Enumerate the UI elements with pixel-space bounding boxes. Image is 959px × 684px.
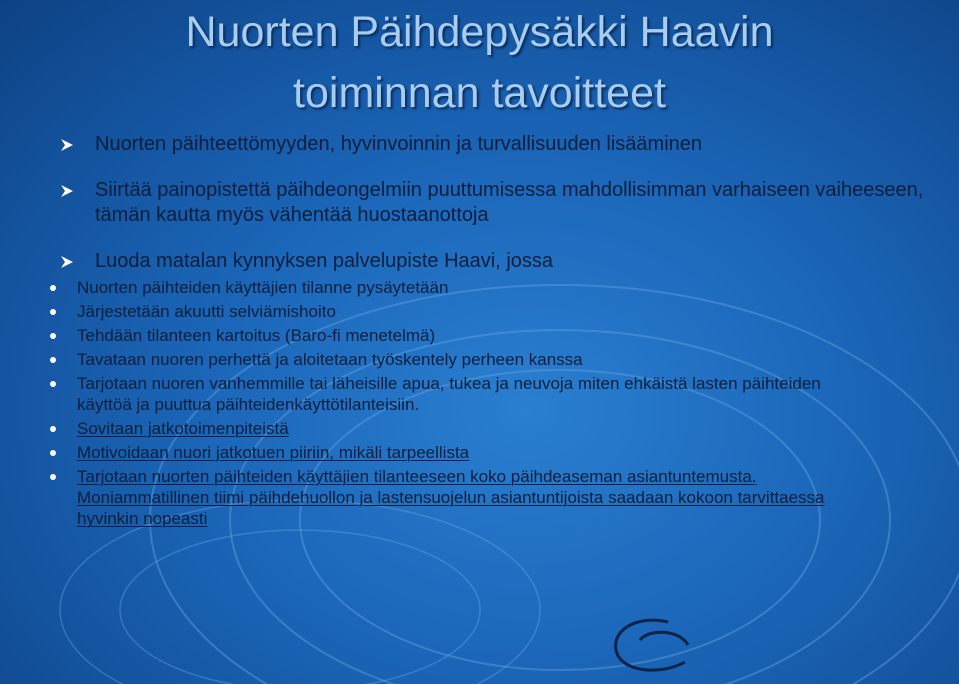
subitem-5 — [0, 373, 837, 415]
title-line-1: Nuorten Päihdepysäkki Haavin — [185, 8, 774, 56]
dot-bullet-icon — [50, 450, 56, 456]
bullet-text: Luoda matalan kynnyksen palvelupiste Haavi, jossa — [95, 250, 554, 272]
dot-bullet-icon — [50, 309, 56, 315]
bullet-1 — [58, 132, 938, 157]
subitem-1 — [0, 277, 880, 298]
dot-bullet-icon — [50, 333, 56, 339]
subitem-2 — [0, 301, 880, 322]
subitem-6 — [0, 418, 880, 439]
bullet-2 — [58, 178, 938, 228]
dot-bullet-icon — [50, 357, 56, 363]
bullet-text: Nuorten päihteettömyyden, hyvinvoinnin ja turvallisuuden lisääminen — [95, 133, 703, 155]
dot-bullet-icon — [50, 426, 56, 432]
dot-bullet-icon — [50, 381, 56, 387]
subitem-text: Nuorten päihteiden käyttäjien tilanne pysäytetään — [77, 278, 449, 297]
subitem-text: Sovitaan jatkotoimenpiteistä — [77, 419, 289, 438]
slide-title — [0, 2, 959, 124]
arrowhead-bullet-icon — [60, 184, 74, 198]
subitem-7 — [0, 442, 880, 463]
title-line-2: toiminnan tavoitteet — [293, 69, 666, 117]
subitem-text: Tarjotaan nuorten päihteiden käyttäjien tilanteeseen koko päihdeaseman asiantuntemusta. Moniammatillinen tiimi päihdehuollon ja lastensuojelun asiantuntijoista saadaan kokoon tarvittaessa hyvinkin nopeasti — [77, 467, 825, 528]
subitem-8 — [0, 466, 837, 529]
subitem-3 — [0, 325, 880, 346]
subitem-text: Tarjotaan nuoren vanhemmille tai läheisille apua, tukea ja neuvoja miten ehkäistä lasten päihteiden käyttöä ja puuttua päihteidenkäyttötilanteisiin. — [77, 374, 821, 414]
arrowhead-bullet-icon — [60, 255, 74, 269]
bullet-3 — [58, 249, 938, 274]
dot-bullet-icon — [50, 474, 56, 480]
subitem-text: Tehdään tilanteen kartoitus (Baro-fi menetelmä) — [77, 326, 436, 345]
slide-body — [58, 132, 938, 529]
subitem-text: Tavataan nuoren perhettä ja aloitetaan työskentely perheen kanssa — [77, 350, 583, 369]
arrowhead-bullet-icon — [60, 138, 74, 152]
subitem-text: Motivoidaan nuori jatkotuen piiriin, mikäli tarpeellista — [77, 443, 470, 462]
subitem-text: Järjestetään akuutti selviämishoito — [77, 302, 336, 321]
dot-bullet-icon — [50, 285, 56, 291]
bullet-text: Siirtää painopistettä päihdeongelmiin puuttumisessa mahdollisimman varhaiseen vaiheeseen, tämän kautta myös vähentää huostaanottoja — [95, 179, 924, 226]
subitem-4 — [0, 349, 880, 370]
